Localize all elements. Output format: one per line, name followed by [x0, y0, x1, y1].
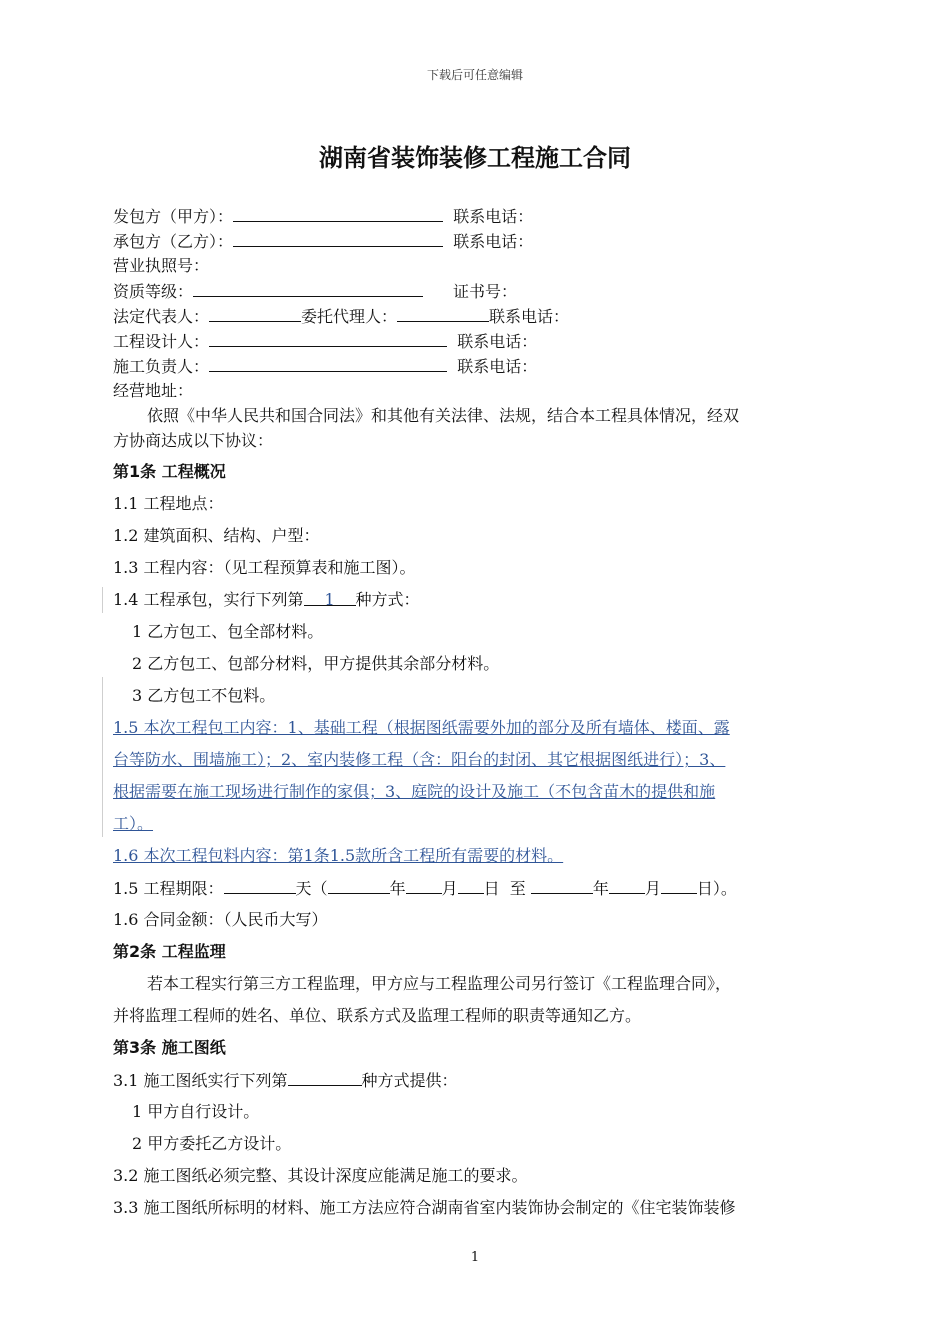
agent-blank[interactable] — [397, 305, 489, 322]
drawing-option-1: 1 甲方自行设计。 — [132, 1102, 260, 1121]
period-line: 1.5 工程期限： 天（ 年 月 日 至 年 月 日）。 — [113, 879, 737, 898]
option-2: 2 乙方包工、包部分材料，甲方提供其余部分材料。 — [132, 654, 500, 673]
drawing-mode-blank[interactable] — [288, 1069, 362, 1086]
change-marker — [102, 587, 103, 613]
party-a-line: 发包方（甲方）： 联系电话： — [113, 207, 534, 226]
qualification-line: 资质等级： 证书号： — [113, 282, 518, 301]
mode-blank[interactable]: 1 — [304, 589, 356, 606]
designer-line: 工程设计人： 联系电话： — [113, 332, 538, 351]
article-3-heading: 第3条 施工图纸 — [113, 1038, 226, 1057]
intro-line-1: 依照《中华人民共和国合同法》和其他有关法律、法规，结合本工程具体情况，经双 — [147, 406, 740, 425]
article-1-heading: 第1条 工程概况 — [113, 462, 226, 481]
start-month-blank[interactable] — [406, 877, 442, 894]
item-3-3: 3.3 施工图纸所标明的材料、施工方法应符合湖南省室内装饰协会制定的《住宅装饰装修 — [113, 1198, 736, 1217]
drawing-option-2: 2 甲方委托乙方设计。 — [132, 1134, 292, 1153]
start-year-blank[interactable] — [328, 877, 390, 894]
item-3-1: 3.1 施工图纸实行下列第 种方式提供： — [113, 1071, 458, 1090]
legal-rep-blank[interactable] — [209, 305, 301, 322]
item-1-4: 1.4 工程承包，实行下列第 1 种方式： — [113, 590, 420, 609]
item-1-5-line-2: 台等防水、围墙施工）；2、室内装修工程（含：阳台的封闭、其它根据图纸进行）；3、 — [113, 750, 726, 769]
option-3: 3 乙方包工不包料。 — [132, 686, 276, 705]
item-1-5-line-3: 根据需要在施工现场进行制作的家俱；3、庭院的设计及施工（不包含苗木的提供和施 — [113, 782, 716, 801]
legal-rep-line: 法定代表人： 委托代理人： 联系电话： — [113, 307, 570, 326]
site-lead-blank[interactable] — [209, 355, 447, 372]
site-lead-line: 施工负责人： 联系电话： — [113, 357, 538, 376]
item-1-6-materials: 1.6 本次工程包料内容：第1条1.5款所含工程所有需要的材料。 — [113, 846, 564, 865]
item-1-5-line-4: 工）。 — [113, 814, 154, 833]
designer-blank[interactable] — [209, 330, 447, 347]
end-month-blank[interactable] — [609, 877, 645, 894]
party-b-blank[interactable] — [233, 230, 443, 247]
item-1-3: 1.3 工程内容：（见工程预算表和施工图）。 — [113, 558, 416, 577]
article-2-para-line-1: 若本工程实行第三方工程监理，甲方应与工程监理公司另行签订《工程监理合同》， — [147, 974, 732, 993]
item-1-2: 1.2 建筑面积、结构、户型： — [113, 526, 320, 545]
article-2-heading: 第2条 工程监理 — [113, 942, 226, 961]
party-a-blank[interactable] — [233, 205, 443, 222]
item-1-5-line-1: 1.5 本次工程包工内容：1、基础工程（根据图纸需要外加的部分及所有墙体、楼面、露 — [113, 718, 730, 737]
item-1-1: 1.1 工程地点： — [113, 494, 224, 513]
address-line: 经营地址： — [113, 381, 194, 400]
contract-title: 湖南省装饰装修工程施工合同 — [319, 144, 631, 172]
item-3-2: 3.2 施工图纸必须完整、其设计深度应能满足施工的要求。 — [113, 1166, 528, 1185]
party-b-line: 承包方（乙方）： 联系电话： — [113, 232, 534, 251]
header-note: 下载后可任意编辑 — [426, 68, 523, 82]
end-day-blank[interactable] — [661, 877, 697, 894]
qualification-blank[interactable] — [193, 280, 423, 297]
page-number: 1 — [470, 1250, 480, 1265]
article-2-para-line-2: 并将监理工程师的姓名、单位、联系方式及监理工程师的职责等通知乙方。 — [113, 1006, 642, 1025]
days-blank[interactable] — [224, 877, 296, 894]
end-year-blank[interactable] — [531, 877, 593, 894]
option-1: 1 乙方包工、包全部材料。 — [132, 622, 324, 641]
intro-line-2: 方协商达成以下协议： — [113, 431, 274, 450]
change-marker — [102, 677, 103, 837]
start-day-blank[interactable] — [458, 877, 484, 894]
license-line: 营业执照号： — [113, 256, 210, 275]
amount-line: 1.6 合同金额：（人民币大写） — [113, 910, 328, 929]
